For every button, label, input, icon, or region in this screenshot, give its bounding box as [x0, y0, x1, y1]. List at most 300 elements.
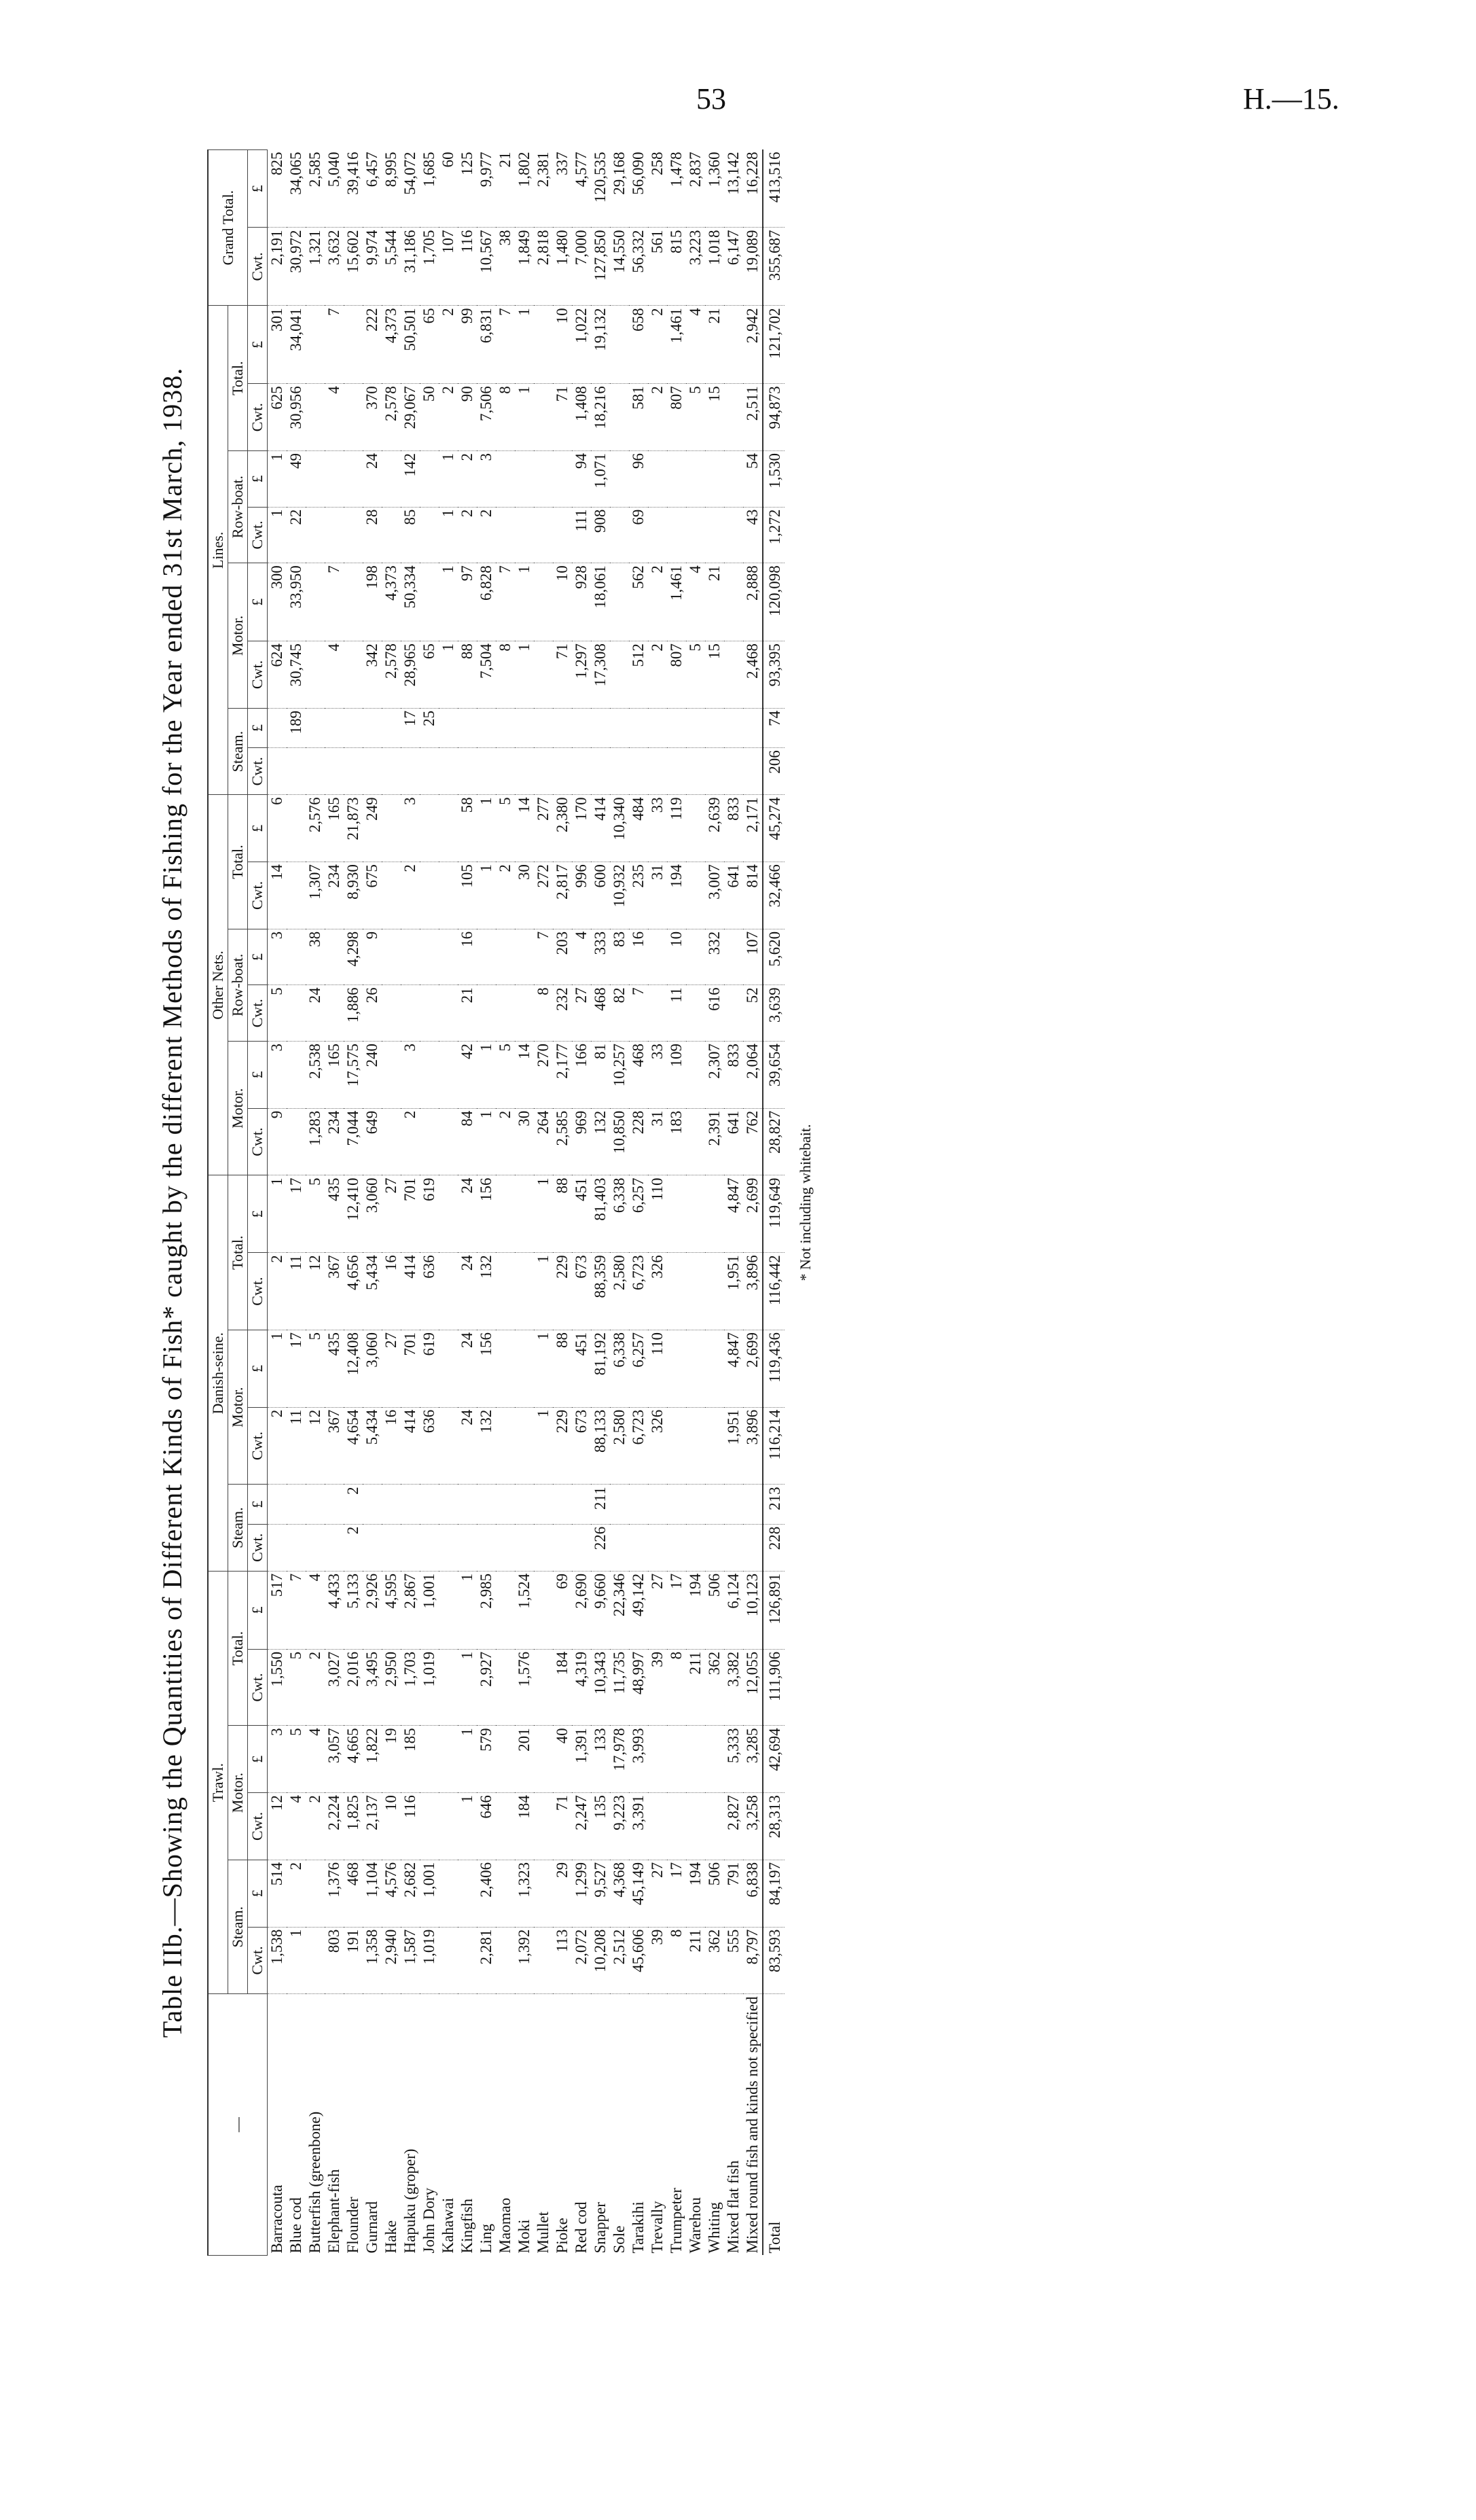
cell-cwt: 1	[534, 1407, 553, 1485]
cell-cwt	[515, 1524, 534, 1571]
cell-pound: 414	[591, 795, 610, 862]
cell-cwt	[420, 1108, 439, 1175]
cell-pound	[572, 708, 591, 747]
cell-cwt	[572, 748, 591, 795]
cell-cwt: 1,358	[363, 1927, 382, 1994]
cell-pound: 332	[705, 929, 724, 985]
cell-cwt	[496, 1253, 515, 1330]
cell-cwt	[458, 748, 477, 795]
cell-cwt: 19,089	[743, 228, 763, 306]
cell-cwt: 6,723	[629, 1407, 648, 1485]
cell-cwt: 18,216	[591, 384, 610, 451]
cell-pound: 198	[363, 563, 382, 641]
cell-pound: 119	[667, 795, 686, 862]
cell-cwt: 641	[724, 1108, 743, 1175]
cell-pound: 165	[325, 1041, 344, 1108]
unit-pound: £	[248, 708, 268, 747]
fish-name: Mixed round fish and kinds not specified	[744, 1996, 761, 2254]
cell-cwt	[686, 748, 705, 795]
cell-cwt: 762	[743, 1108, 763, 1175]
cell-cwt: 370	[363, 384, 382, 451]
cell-pound: 2,585	[306, 150, 325, 228]
cell-pound: 1	[515, 563, 534, 641]
cell-pound: 451	[572, 1330, 591, 1407]
cell-cwt	[667, 1524, 686, 1571]
cell-pound	[420, 1726, 439, 1793]
cell-pound	[515, 1330, 534, 1407]
cell-cwt: 88,359	[591, 1253, 610, 1330]
cell-pound: 2,576	[306, 795, 325, 862]
cell-cwt: 5,434	[363, 1253, 382, 1330]
cell-cwt: 600	[591, 862, 610, 929]
cell-cwt	[344, 507, 363, 563]
cell-cwt: 83,593	[763, 1927, 785, 1994]
cell-pound: 1,478	[667, 150, 686, 228]
cell-pound: 2,538	[306, 1041, 325, 1108]
cell-cwt: 367	[325, 1253, 344, 1330]
cell-pound	[667, 1485, 686, 1524]
cell-cwt: 3,382	[724, 1649, 743, 1726]
header-blank: —	[208, 1994, 268, 2256]
cell-cwt: 88,133	[591, 1407, 610, 1485]
cell-pound	[344, 306, 363, 384]
cell-pound: 337	[553, 150, 572, 228]
cell-cwt: 6,147	[724, 228, 743, 306]
cell-pound: 42,694	[763, 1726, 785, 1793]
cell-cwt	[515, 748, 534, 795]
cell-pound: 258	[648, 150, 667, 228]
cell-pound	[743, 1485, 763, 1524]
cell-cwt: 2,247	[572, 1793, 591, 1860]
cell-pound: 14	[515, 1041, 534, 1108]
cell-cwt: 4,319	[572, 1649, 591, 1726]
unit-cwt: Cwt.	[248, 1927, 268, 1994]
cell-pound: 166	[572, 1041, 591, 1108]
cell-cwt	[344, 641, 363, 709]
cell-pound	[686, 451, 705, 508]
cell-cwt: 2,191	[268, 228, 287, 306]
cell-pound: 39,416	[344, 150, 363, 228]
cell-cwt: 1,825	[344, 1793, 363, 1860]
cell-pound	[515, 451, 534, 508]
table-row	[382, 150, 401, 2256]
cell-cwt: 39	[648, 1649, 667, 1726]
cell-cwt	[344, 748, 363, 795]
cell-pound: 3	[268, 1726, 287, 1793]
cell-cwt: 105	[458, 862, 477, 929]
cell-pound: 16,228	[743, 150, 763, 228]
cell-pound: 2	[648, 306, 667, 384]
cell-cwt: 2,580	[610, 1407, 629, 1485]
cell-cwt: 1,321	[306, 228, 325, 306]
cell-cwt	[667, 1407, 686, 1485]
cell-cwt: 1	[515, 384, 534, 451]
cell-pound: 27	[382, 1175, 401, 1253]
cell-pound	[287, 929, 306, 985]
cell-cwt: 2,578	[382, 641, 401, 709]
cell-cwt: 111	[572, 507, 591, 563]
cell-pound	[534, 306, 553, 384]
cell-pound: 579	[477, 1726, 496, 1793]
cell-pound: 1	[534, 1330, 553, 1407]
cell-pound: 17	[667, 1571, 686, 1649]
cell-cwt: 1,951	[724, 1253, 743, 1330]
cell-cwt: 4	[287, 1793, 306, 1860]
cell-cwt: 5,434	[363, 1407, 382, 1485]
cell-cwt: 229	[553, 1253, 572, 1330]
cell-pound: 38	[306, 929, 325, 985]
cell-pound	[401, 929, 420, 985]
cell-pound	[458, 1485, 477, 1524]
cell-cwt: 116	[458, 228, 477, 306]
cell-cwt: 1,480	[553, 228, 572, 306]
cell-cwt: 85	[401, 507, 420, 563]
cell-pound: 1	[477, 1041, 496, 1108]
cell-cwt	[686, 862, 705, 929]
cell-cwt	[534, 1524, 553, 1571]
cell-cwt: 10,932	[610, 862, 629, 929]
cell-pound	[439, 795, 458, 862]
cell-cwt: 14	[268, 862, 287, 929]
table-row	[629, 150, 648, 2256]
cell-cwt	[667, 507, 686, 563]
cell-pound: 142	[401, 451, 420, 508]
cell-cwt	[363, 748, 382, 795]
header-danish-seine: Danish-seine.	[208, 1175, 228, 1571]
cell-cwt	[686, 1524, 705, 1571]
cell-cwt	[705, 1524, 724, 1571]
cell-pound: 270	[534, 1041, 553, 1108]
cell-cwt	[325, 1524, 344, 1571]
cell-pound: 24	[363, 451, 382, 508]
cell-pound: 2,699	[743, 1175, 763, 1253]
cell-pound	[610, 306, 629, 384]
fish-name: Mullet	[535, 2212, 552, 2254]
cell-pound: 514	[268, 1860, 287, 1927]
cell-cwt: 88	[458, 641, 477, 709]
cell-pound: 277	[534, 795, 553, 862]
table-row	[420, 150, 439, 2256]
table-row	[572, 150, 591, 2256]
cell-pound: 121,702	[763, 306, 785, 384]
cell-pound	[496, 1330, 515, 1407]
cell-pound: 18,061	[591, 563, 610, 641]
cell-cwt	[534, 1927, 553, 1994]
cell-pound: 194	[686, 1571, 705, 1649]
cell-pound: 333	[591, 929, 610, 985]
cell-cwt: 28,965	[401, 641, 420, 709]
cell-pound: 1	[268, 451, 287, 508]
cell-pound: 2	[648, 563, 667, 641]
cell-pound: 4	[572, 929, 591, 985]
cell-pound: 4	[306, 1726, 325, 1793]
cell-pound: 1,376	[325, 1860, 344, 1927]
table-row	[439, 150, 458, 2256]
cell-pound	[686, 1485, 705, 1524]
cell-pound: 58	[458, 795, 477, 862]
cell-cwt	[268, 1524, 287, 1571]
cell-cwt: 71	[553, 1793, 572, 1860]
cell-pound: 3,060	[363, 1175, 382, 1253]
cell-pound	[515, 929, 534, 985]
cell-cwt: 7,506	[477, 384, 496, 451]
cell-cwt: 807	[667, 384, 686, 451]
fish-name: Hake	[382, 2220, 399, 2254]
cell-pound: 2,837	[686, 150, 705, 228]
cell-cwt: 1	[534, 1253, 553, 1330]
cell-cwt: 2,468	[743, 641, 763, 709]
cell-pound	[420, 451, 439, 508]
cell-cwt: 235	[629, 862, 648, 929]
cell-cwt	[287, 1108, 306, 1175]
cell-pound	[724, 306, 743, 384]
cell-cwt	[496, 985, 515, 1042]
cell-pound	[496, 708, 515, 747]
cell-pound	[572, 1485, 591, 1524]
cell-pound: 240	[363, 1041, 382, 1108]
cell-cwt: 232	[553, 985, 572, 1042]
cell-pound: 6,457	[363, 150, 382, 228]
cell-pound: 3,285	[743, 1726, 763, 1793]
cell-pound	[610, 563, 629, 641]
cell-cwt	[496, 1793, 515, 1860]
cell-pound: 7	[325, 563, 344, 641]
cell-cwt	[515, 985, 534, 1042]
cell-cwt	[705, 748, 724, 795]
table-row	[477, 150, 496, 2256]
cell-cwt: 30,745	[287, 641, 306, 709]
fish-name: Flounder	[344, 2197, 361, 2254]
cell-pound: 2	[344, 1485, 363, 1524]
cell-pound: 1,360	[705, 150, 724, 228]
cell-cwt: 1	[458, 1649, 477, 1726]
cell-cwt: 641	[724, 862, 743, 929]
cell-cwt: 2	[496, 862, 515, 929]
fish-name: Mixed flat fish	[725, 2160, 742, 2254]
unit-pound: £	[248, 306, 268, 384]
cell-pound: 4,847	[724, 1330, 743, 1407]
cell-cwt: 28,313	[763, 1793, 785, 1860]
table-row	[344, 150, 363, 2256]
cell-cwt: 27	[572, 985, 591, 1042]
cell-cwt	[439, 1407, 458, 1485]
cell-pound: 16	[629, 929, 648, 985]
cell-cwt: 8	[667, 1649, 686, 1726]
cell-cwt: 9	[268, 1108, 287, 1175]
cell-cwt: 908	[591, 507, 610, 563]
cell-pound: 6,338	[610, 1330, 629, 1407]
cell-pound: 928	[572, 563, 591, 641]
cell-cwt: 39	[648, 1927, 667, 1994]
cell-cwt: 22	[287, 507, 306, 563]
cell-cwt: 29,067	[401, 384, 420, 451]
cell-pound: 5,040	[325, 150, 344, 228]
sub-trawl-steam: Steam.	[228, 1860, 248, 1994]
cell-cwt	[363, 1524, 382, 1571]
cell-cwt	[686, 1108, 705, 1175]
unit-cwt: Cwt.	[248, 507, 268, 563]
cell-cwt	[439, 1253, 458, 1330]
cell-pound	[287, 1041, 306, 1108]
cell-pound: 21	[705, 306, 724, 384]
cell-cwt: 184	[515, 1793, 534, 1860]
cell-cwt: 2,940	[382, 1927, 401, 1994]
cell-cwt: 30,956	[287, 384, 306, 451]
cell-cwt: 1,849	[515, 228, 534, 306]
cell-cwt: 414	[401, 1407, 420, 1485]
cell-pound	[534, 1726, 553, 1793]
cell-pound	[382, 1041, 401, 1108]
cell-cwt: 116,214	[763, 1407, 785, 1485]
cell-cwt: 94,873	[763, 384, 785, 451]
cell-cwt: 71	[553, 384, 572, 451]
cell-pound: 3,060	[363, 1330, 382, 1407]
cell-pound: 4,665	[344, 1726, 363, 1793]
cell-cwt: 1	[477, 1108, 496, 1175]
cell-pound: 133	[591, 1726, 610, 1793]
cell-cwt: 43	[743, 507, 763, 563]
cell-pound: 5,133	[344, 1571, 363, 1649]
cell-pound	[724, 929, 743, 985]
fish-name: Ling	[478, 2224, 494, 2254]
cell-pound: 81,192	[591, 1330, 610, 1407]
cell-cwt: 1	[477, 862, 496, 929]
cell-cwt: 1,587	[401, 1927, 420, 1994]
cell-cwt: 3,391	[629, 1793, 648, 1860]
cell-pound	[686, 1041, 705, 1108]
cell-pound: 10,123	[743, 1571, 763, 1649]
cell-cwt	[553, 1524, 572, 1571]
unit-pound: £	[248, 150, 268, 228]
cell-pound: 791	[724, 1860, 743, 1927]
cell-pound	[439, 1041, 458, 1108]
cell-pound	[382, 1485, 401, 1524]
cell-pound	[439, 1571, 458, 1649]
cell-cwt	[648, 1793, 667, 1860]
table-row	[268, 150, 287, 2256]
cell-cwt	[382, 748, 401, 795]
cell-cwt: 1	[458, 1793, 477, 1860]
cell-pound	[363, 708, 382, 747]
cell-pound	[306, 708, 325, 747]
cell-pound: 2,380	[553, 795, 572, 862]
header-lines: Lines.	[208, 306, 228, 795]
cell-pound: 17,978	[610, 1726, 629, 1793]
cell-pound: 3	[401, 795, 420, 862]
cell-cwt	[439, 985, 458, 1042]
cell-pound: 126,891	[763, 1571, 785, 1649]
cell-cwt: 24	[306, 985, 325, 1042]
cell-pound: 701	[401, 1175, 420, 1253]
cell-cwt: 183	[667, 1108, 686, 1175]
fish-name: John Dory	[420, 2188, 437, 2254]
cell-pound	[420, 1485, 439, 1524]
cell-cwt: 555	[724, 1927, 743, 1994]
cell-pound: 7	[287, 1571, 306, 1649]
cell-pound: 6,828	[477, 563, 496, 641]
cell-pound: 49	[287, 451, 306, 508]
cell-cwt: 1,018	[705, 228, 724, 306]
cell-pound: 468	[629, 1041, 648, 1108]
cell-cwt: 3,495	[363, 1649, 382, 1726]
cell-cwt: 9,223	[610, 1793, 629, 1860]
cell-pound: 65	[420, 306, 439, 384]
fish-name: Trevally	[649, 2201, 666, 2254]
unit-cwt: Cwt.	[248, 748, 268, 795]
cell-pound: 4,373	[382, 306, 401, 384]
cell-cwt: 414	[401, 1253, 420, 1330]
cell-cwt: 228	[629, 1108, 648, 1175]
cell-cwt: 234	[325, 1108, 344, 1175]
table-row	[743, 150, 763, 2256]
cell-cwt: 135	[591, 1793, 610, 1860]
cell-cwt: 1,392	[515, 1927, 534, 1994]
unit-pound: £	[248, 1571, 268, 1649]
cell-pound	[667, 1726, 686, 1793]
unit-cwt: Cwt.	[248, 384, 268, 451]
cell-pound	[743, 708, 763, 747]
cell-cwt: 8,797	[743, 1927, 763, 1994]
cell-pound: 165	[325, 795, 344, 862]
cell-pound: 10	[667, 929, 686, 985]
cell-pound: 5	[306, 1175, 325, 1253]
sub-danish-steam: Steam.	[228, 1485, 248, 1571]
cell-pound: 8,995	[382, 150, 401, 228]
fish-name: Whiting	[706, 2202, 723, 2254]
cell-pound: 2	[458, 451, 477, 508]
cell-cwt: 2	[648, 641, 667, 709]
cell-pound: 21	[705, 563, 724, 641]
cell-pound: 1,299	[572, 1860, 591, 1927]
fish-name: Moki	[516, 2219, 533, 2254]
cell-pound: 2,307	[705, 1041, 724, 1108]
table-row	[363, 150, 382, 2256]
cell-cwt	[610, 748, 629, 795]
cell-cwt: 362	[705, 1649, 724, 1726]
cell-pound: 6,257	[629, 1175, 648, 1253]
cell-pound: 825	[268, 150, 287, 228]
cell-cwt: 2,585	[553, 1108, 572, 1175]
cell-cwt: 1,307	[306, 862, 325, 929]
cell-pound: 562	[629, 563, 648, 641]
cell-cwt	[724, 748, 743, 795]
cell-pound	[648, 929, 667, 985]
cell-pound: 17,575	[344, 1041, 363, 1108]
cell-pound	[686, 929, 705, 985]
cell-pound: 4,433	[325, 1571, 344, 1649]
cell-cwt: 581	[629, 384, 648, 451]
cell-pound: 2,177	[553, 1041, 572, 1108]
cell-cwt: 2,818	[534, 228, 553, 306]
cell-pound: 45,149	[629, 1860, 648, 1927]
cell-cwt	[420, 507, 439, 563]
cell-pound: 1,461	[667, 563, 686, 641]
cell-pound: 96	[629, 451, 648, 508]
table-row	[686, 150, 705, 2256]
cell-cwt: 6,723	[629, 1253, 648, 1330]
cell-cwt	[458, 1524, 477, 1571]
cell-pound: 1,071	[591, 451, 610, 508]
cell-pound: 7	[325, 306, 344, 384]
cell-pound: 170	[572, 795, 591, 862]
cell-cwt	[686, 1253, 705, 1330]
cell-cwt: 326	[648, 1407, 667, 1485]
cell-cwt	[667, 1793, 686, 1860]
cell-cwt: 2	[439, 384, 458, 451]
cell-pound: 29,168	[610, 150, 629, 228]
table-row	[496, 150, 515, 2256]
cell-pound: 10	[553, 563, 572, 641]
